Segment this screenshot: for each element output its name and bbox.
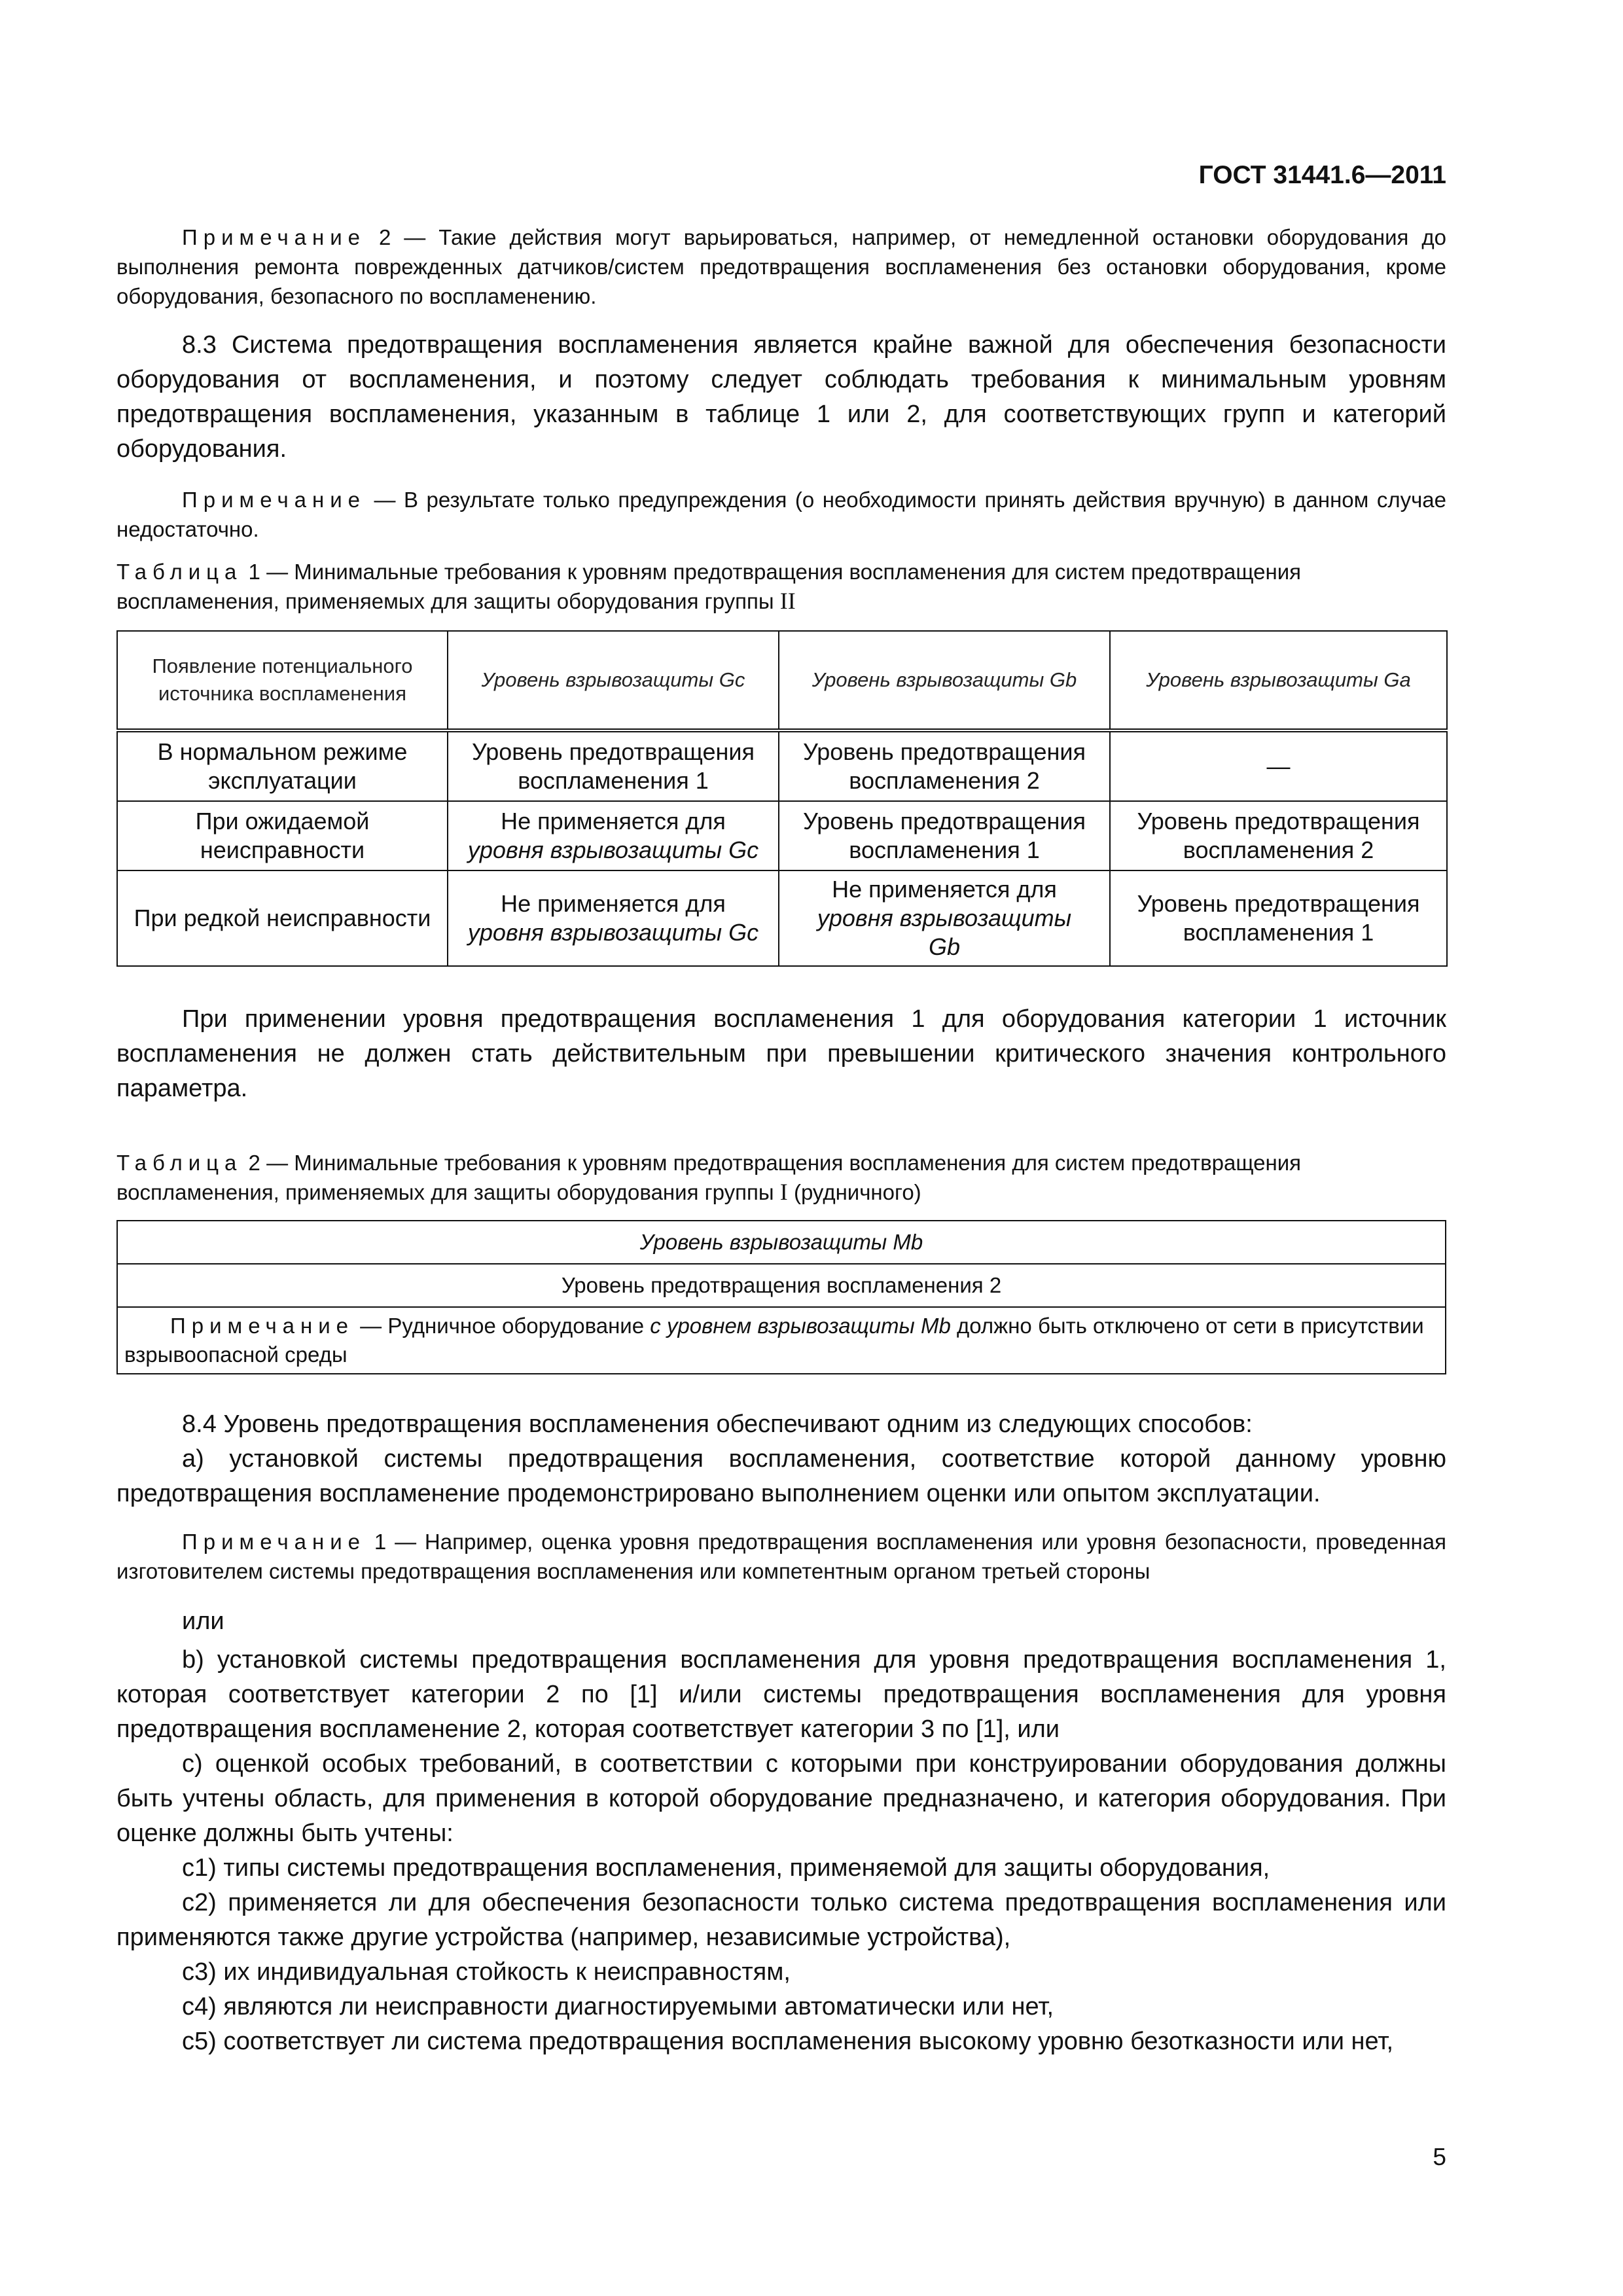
table-1-cell: — (1110, 730, 1447, 801)
note-2 (116, 223, 1446, 311)
note-1 (116, 1527, 1446, 1586)
na-line: Не применяется для (501, 808, 726, 834)
page-number: 5 (1433, 2144, 1446, 2170)
table-2-row (117, 1264, 1446, 1307)
table-1-cell: При редкой неисправности (117, 870, 448, 966)
table-1-header-cell: Появление потенциального источника воспламенения (117, 631, 448, 730)
note-warning (116, 485, 1446, 544)
list-item-b: b) установкой системы предотвращения воспламенения для уровня предотвращения воспламенения 1, которая соответствует категории 2 по [1] и/или системы предотвращения воспламенения для уровня предотвращения воспламенение 2, которая соответствует категории 3 по [1], или (116, 1646, 1446, 1743)
table-1-header-cell: Уровень взрывозащиты Gb (779, 631, 1110, 730)
table-2-note-text: — Рудничное оборудование (354, 1314, 651, 1338)
table-2 (116, 1220, 1446, 1374)
table-label: Таблица (116, 1151, 243, 1175)
note-label: Примечание (182, 488, 366, 512)
table-2-cell: Уровень предотвращения воспламенения 2 (117, 1264, 1446, 1307)
table-2-group: I (779, 1179, 788, 1205)
table-1-caption (116, 557, 1446, 616)
list-item-c2: с2) применяется ли для обеспечения безопасности только система предотвращения воспламенения или применяются также другие устройства (например, независимые устройства), (116, 1889, 1446, 1951)
table-2-header-row (117, 1221, 1446, 1264)
na-line-italic: уровня взрывозащиты (817, 905, 1072, 931)
table-2-caption-text: 2 — Минимальные требования к уровням предотвращения воспламенения для систем предотвращения воспламенения, применяемых для защиты оборудования группы (116, 1151, 1302, 1204)
table-1-cell: При ожидаемой неисправности (117, 801, 448, 870)
table-1-header-cell: Уровень взрывозащиты Gc (448, 631, 779, 730)
table-1-caption-text: 1 — Минимальные требования к уровням предотвращения воспламенения для систем предотвращения воспламенения, применяемых для защиты оборудования группы (116, 560, 1302, 613)
table-1-cell: Уровень предотвращения воспламенения 1 (779, 801, 1110, 870)
table-1-cell: Уровень предотвращения воспламенения 2 (779, 730, 1110, 801)
table-1-cell: Уровень предотвращения воспламенения 1 (448, 730, 779, 801)
table-1-header-row (117, 631, 1447, 730)
note-2-text: 2 — Такие действия могут варьироваться, например, от немедленной остановки оборудования до выполнения ремонта поврежденных датчиков/систем предотвращения воспламенения без остановки оборудования, кроме оборудования, безопасного по воспламенению. (116, 225, 1446, 308)
note-label: Примечание (182, 1530, 366, 1554)
note-1-text: 1 — Например, оценка уровня предотвращения воспламенения или уровня безопасности, проведенная изготовителем системы предотвращения воспламенения или компетентным органом третьей стороны (116, 1530, 1446, 1583)
document-code-header: ГОСТ 31441.6—2011 (1198, 161, 1446, 189)
list-item-c5: с5) соответствует ли система предотвращения воспламенения высокому уровню безотказности или нет, (182, 2028, 1394, 2055)
note-warning-text: — В результате только предупреждения (о необходимости принять действия вручную) в данном случае недостаточно. (116, 488, 1446, 541)
na-line: Не применяется для (501, 890, 726, 917)
table-1-cell (448, 870, 779, 966)
table-2-note-italic: с уровнем взрывозащиты Mb (650, 1314, 951, 1338)
list-item-c: с) оценкой особых требований, в соответствии с которыми при конструировании оборудования должны быть учтены область, для применения в которой оборудование предназначено, и категория оборудования. При оценке должны быть учтены: (116, 1750, 1446, 1847)
table-1-row (117, 870, 1447, 966)
table-1-row (117, 730, 1447, 801)
table-label: Таблица (116, 560, 243, 584)
table-1-cell (779, 870, 1110, 966)
page-content (116, 223, 1446, 2059)
table-2-note-text-end: должно быть отключено от сети в присутствии взрывоопасной среды (124, 1314, 1424, 1367)
na-line-italic: уровня взрывозащиты Gc (467, 836, 759, 863)
or-word: или (182, 1607, 224, 1635)
table-1 (116, 630, 1448, 967)
list-item-c4: с4) являются ли неисправности диагностируемыми автоматически или нет, (182, 1993, 1054, 2020)
table-2-note-cell (117, 1307, 1446, 1374)
table-2-caption-tail: (рудничного) (787, 1180, 921, 1204)
na-line-italic: Gb (928, 933, 961, 960)
table-1-cell: В нормальном режиме эксплуатации (117, 730, 448, 801)
table-1-cell: Уровень предотвращения воспламенения 1 (1110, 870, 1447, 966)
table-1-row (117, 801, 1447, 870)
table-2-header-cell: Уровень взрывозащиты Mb (117, 1221, 1446, 1264)
paragraph-8-4: 8.4 Уровень предотвращения воспламенения обеспечивают одним из следующих способов: (182, 1410, 1253, 1438)
table-1-group: II (779, 588, 796, 614)
na-line: Не применяется для (832, 876, 1057, 903)
table-1-header-cell: Уровень взрывозащиты Ga (1110, 631, 1447, 730)
note-label: Примечание (170, 1314, 355, 1338)
list-item-a: а) установкой системы предотвращения воспламенения, соответствие которой данному уровню предотвращения воспламенение продемонстрировано выполнением оценки или опытом эксплуатации. (116, 1445, 1446, 1507)
na-line-italic: уровня взрывозащиты Gc (467, 919, 759, 946)
paragraph-8-3: 8.3 Система предотвращения воспламенения является крайне важной для обеспечения безопасности оборудования от воспламенения, и поэтому следует соблюдать требования к минимальным уровням предотвращения воспламенения, указанным в таблице 1 или 2, для соответствующих групп и категорий оборудования. (116, 331, 1446, 463)
table-2-caption (116, 1148, 1446, 1207)
table-1-cell (448, 801, 779, 870)
table-2-note-row (117, 1307, 1446, 1374)
table-1-cell: Уровень предотвращения воспламенения 2 (1110, 801, 1447, 870)
list-item-c1: с1) типы системы предотвращения воспламенения, применяемой для защиты оборудования, (182, 1854, 1270, 1882)
paragraph-category-1: При применении уровня предотвращения воспламенения 1 для оборудования категории 1 источник воспламенения не должен стать действительным при превышении критического значения контрольного параметра. (116, 1005, 1446, 1102)
note-label: Примечание (182, 225, 366, 249)
list-item-c3: с3) их индивидуальная стойкость к неисправностям, (182, 1958, 791, 1986)
